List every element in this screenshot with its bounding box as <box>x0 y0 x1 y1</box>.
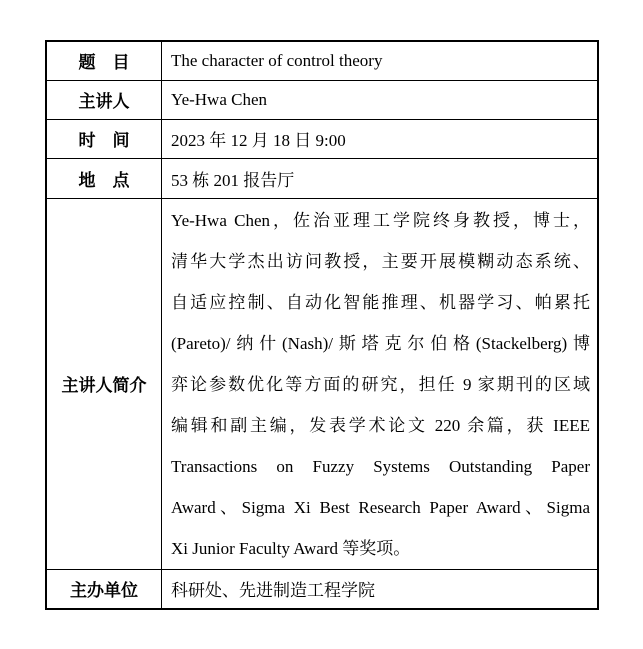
location-label: 地 点 <box>46 158 162 198</box>
speaker-bio-value <box>162 198 599 569</box>
bio-line: 自适应控制、自动化智能推理、机器学习、帕累托 <box>171 292 590 312</box>
row-speaker-bio <box>46 198 598 569</box>
time-label: 时 间 <box>46 119 162 158</box>
time-value: 2023 年 12 月 18 日 9:00 <box>162 119 599 158</box>
row-organizer <box>46 569 598 609</box>
organizer-label: 主办单位 <box>46 569 162 609</box>
bio-line: Transactions on Fuzzy Systems Outstanding Paper <box>171 456 590 476</box>
announcement-table <box>45 40 599 610</box>
speaker-label: 主讲人 <box>46 80 162 119</box>
row-location <box>46 158 598 198</box>
location-value: 53 栋 201 报告厅 <box>162 158 599 198</box>
bio-line: Xi Junior Faculty Award 等奖项。 <box>171 538 411 558</box>
organizer-value: 科研处、先进制造工程学院 <box>162 569 599 609</box>
speaker-bio-label: 主讲人简介 <box>46 198 162 569</box>
title-label: 题 目 <box>46 41 162 80</box>
bio-line: (Pareto)/纳什(Nash)/斯塔克尔伯格(Stackelberg)博 <box>171 333 590 353</box>
row-title <box>46 41 598 80</box>
bio-line: 编辑和副主编，发表学术论文 220 余篇，获 IEEE <box>171 415 590 435</box>
bio-line: Ye-Hwa Chen，佐治亚理工学院终身教授，博士， <box>171 210 590 230</box>
title-value: The character of control theory <box>162 41 599 80</box>
row-speaker <box>46 80 598 119</box>
bio-line: 弈论参数优化等方面的研究，担任 9 家期刊的区域 <box>171 374 590 394</box>
row-time <box>46 119 598 158</box>
speaker-value: Ye-Hwa Chen <box>162 80 599 119</box>
bio-line: Award、Sigma Xi Best Research Paper Award、Sigma <box>171 497 590 517</box>
bio-line: 清华大学杰出访问教授，主要开展模糊动态系统、 <box>171 251 590 271</box>
